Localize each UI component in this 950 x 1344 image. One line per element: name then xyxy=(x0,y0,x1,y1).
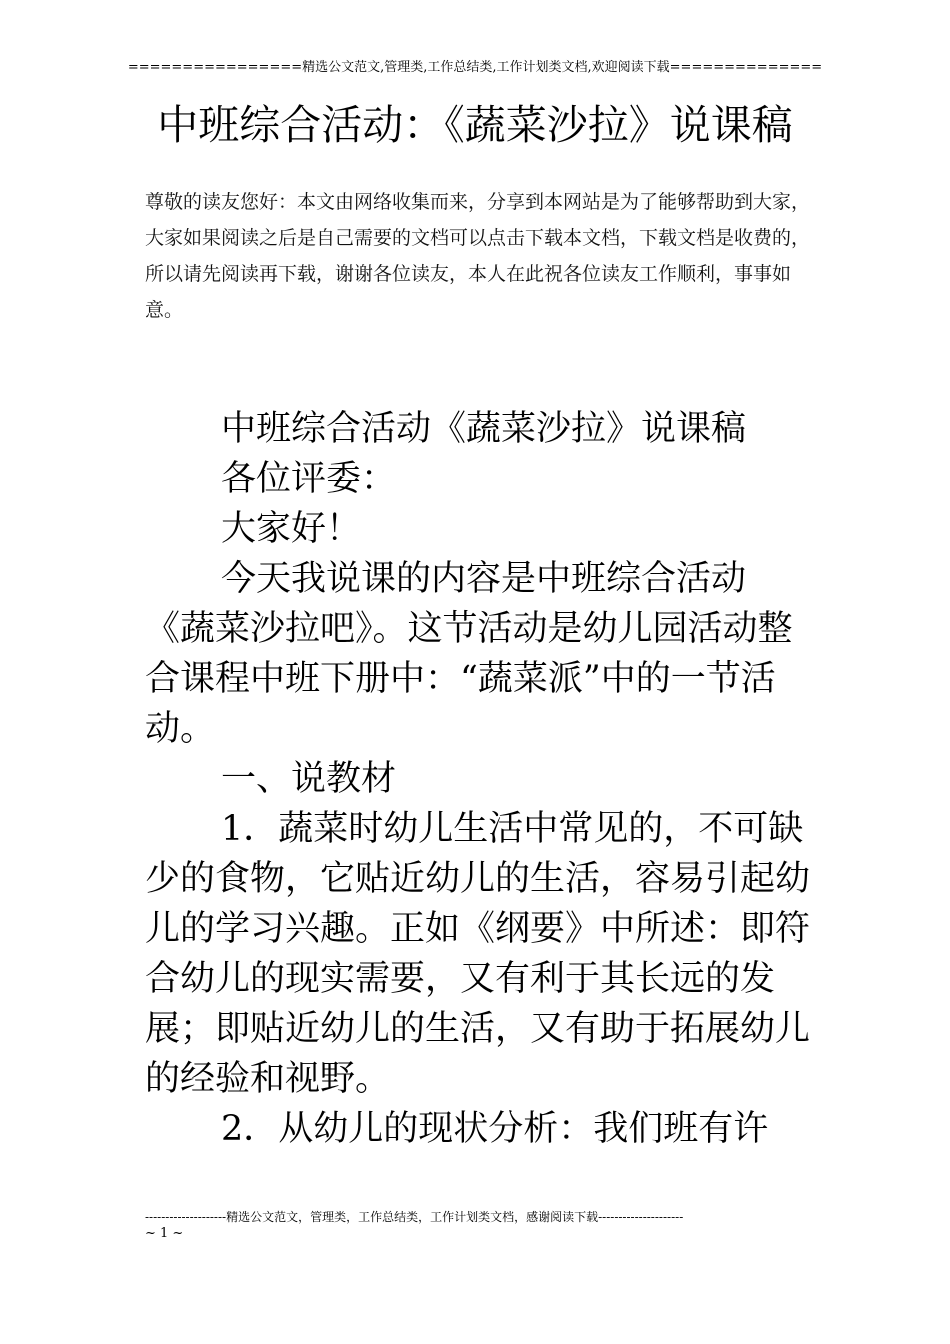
footer-banner: --------------------精选公文范文，管理类，工作总结类，工作计划类文档，感谢阅读下载--------------------- xyxy=(145,1210,684,1224)
body-paragraph-salutation: 各位评委： xyxy=(221,459,397,499)
document-body xyxy=(145,404,815,1154)
document-title: 中班综合活动：《蔬菜沙拉》说课稿 xyxy=(157,101,793,149)
page-number: ~ 1 ~ xyxy=(145,1226,184,1241)
body-section-heading: 一、说教材 xyxy=(221,759,397,799)
body-paragraph-point-2: 2．从幼儿的现状分析：我们班有许 xyxy=(221,1109,769,1149)
body-paragraph-heading: 中班综合活动《蔬菜沙拉》说课稿 xyxy=(221,409,747,449)
body-paragraph-point-1: 1．蔬菜时幼儿生活中常见的，不可缺少的食物，它贴近幼儿的生活，容易引起幼儿的学习兴趣。正如《纲要》中所述：即符合幼儿的现实需要，又有利于其长远的发展；即贴近幼儿的生活，又有助于拓展幼儿的经验和视野。 xyxy=(145,809,811,1099)
header-banner: ================精选公文范文,管理类,工作总结类,工作计划类文档,欢迎阅读下载============== xyxy=(127,60,823,75)
body-paragraph-greeting: 大家好！ xyxy=(221,509,362,549)
intro-notice: 尊敬的读友您好：本文由网络收集而来，分享到本网站是为了能够帮助到大家，大家如果阅读之后是自己需要的文档可以点击下载本文档，下载文档是收费的，所以请先阅读再下载，谢谢各位读友，本人在此祝各位读友工作顺利，事事如意。 xyxy=(145,191,811,321)
body-paragraph-introduction: 今天我说课的内容是中班综合活动《蔬菜沙拉吧》。这节活动是幼儿园活动整合课程中班下册中：“蔬菜派”中的一节活动。 xyxy=(145,559,793,749)
